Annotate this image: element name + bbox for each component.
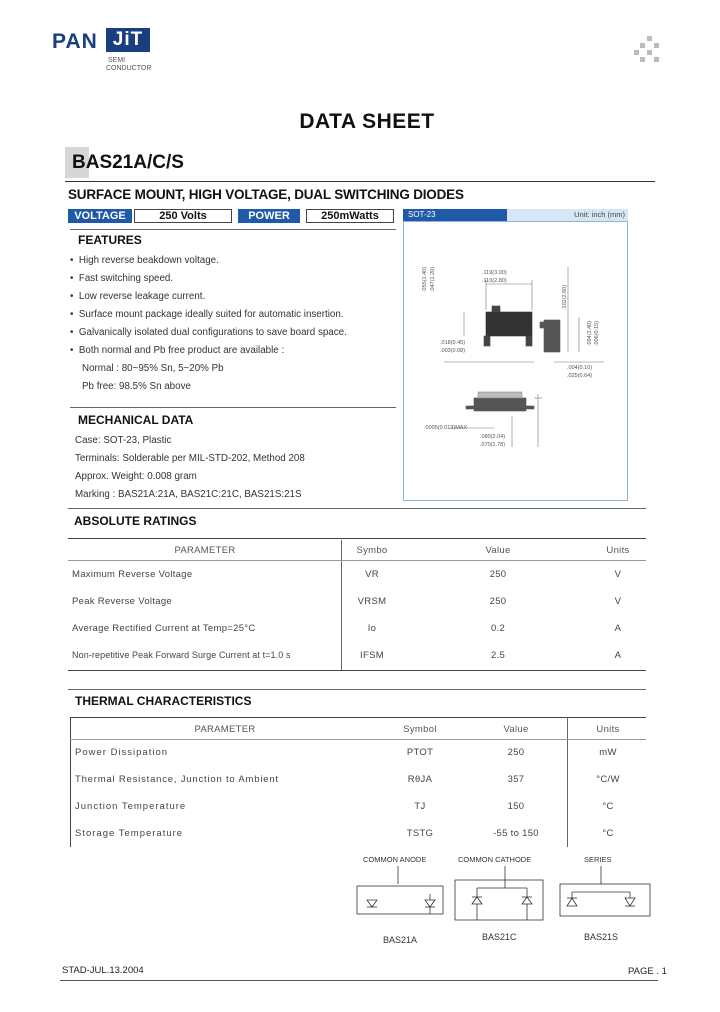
mechanical-rule bbox=[70, 407, 396, 408]
mechanical-line: Case: SOT-23, Plastic bbox=[75, 435, 172, 446]
package-name: SOT-23 bbox=[403, 209, 507, 221]
thermal-col-parameter: PARAMETER bbox=[194, 724, 256, 735]
logo bbox=[52, 29, 152, 72]
voltage-value: 250 Volts bbox=[134, 209, 232, 223]
dim-body-height-max: .055(1.40) bbox=[422, 266, 428, 292]
absolute-col-symbol: Symbo bbox=[356, 545, 388, 556]
thermal-row-value: 357 bbox=[507, 774, 525, 785]
thermal-row-symbol: RθJA bbox=[407, 774, 433, 785]
thermal-row-parameter: Junction Temperature bbox=[75, 801, 187, 812]
logo-conductor: CONDUCTOR bbox=[106, 65, 152, 72]
logo-subtitle bbox=[106, 57, 151, 73]
thermal-row-units: °C bbox=[602, 828, 614, 839]
power-value: 250mWatts bbox=[306, 209, 394, 223]
thermal-row-value: 150 bbox=[507, 801, 525, 812]
absolute-row-units: V bbox=[614, 596, 622, 607]
absolute-heading: ABSOLUTE RATINGS bbox=[74, 514, 197, 528]
dim-side-length-max: .102(2.60) bbox=[562, 284, 568, 310]
page-title: DATA SHEET bbox=[299, 110, 435, 133]
thermal-row-value: 250 bbox=[507, 747, 525, 758]
common-anode-label: COMMON ANODE bbox=[363, 855, 427, 864]
thermal-table-left bbox=[70, 717, 71, 847]
features-list bbox=[70, 252, 400, 396]
dim-top-width-min: .110(2.80) bbox=[482, 278, 507, 284]
thermal-row-symbol: TJ bbox=[414, 801, 426, 812]
feature-normal: Normal : 80~95% Sn, 5~20% Pb bbox=[82, 363, 224, 374]
absolute-row-units: A bbox=[614, 650, 622, 661]
thermal-row-units: °C bbox=[602, 801, 614, 812]
dim-lead-pitch-min: .003(0.08) bbox=[440, 348, 466, 354]
thermal-row-units: °C/W bbox=[596, 774, 620, 785]
mechanical-list bbox=[75, 432, 305, 504]
thermal-heading: THERMAL CHARACTERISTICS bbox=[75, 694, 252, 708]
thermal-row-parameter: Thermal Resistance, Junction to Ambient bbox=[75, 774, 279, 785]
thermal-row-parameter: Storage Temperature bbox=[75, 828, 184, 839]
dim-body-height-min: .047(1.20) bbox=[430, 266, 436, 292]
header-rule bbox=[65, 181, 655, 182]
package-outline-drawing bbox=[404, 222, 629, 502]
mechanical-line: Marking : BAS21A:21A, BAS21C:21C, BAS21S:21S bbox=[75, 489, 302, 500]
package-unit: Unit: inch (mm) bbox=[574, 210, 625, 219]
logo-pan: PAN bbox=[52, 30, 98, 53]
absolute-row-parameter: Non-repetitive Peak Forward Surge Current at t=1.0 s bbox=[72, 650, 291, 660]
circuit-diagrams bbox=[355, 862, 655, 932]
absolute-header-rule bbox=[68, 560, 646, 561]
thermal-rule-top bbox=[68, 689, 646, 690]
mechanical-line: Approx. Weight: 0.008 gram bbox=[75, 471, 197, 482]
common-cathode-label: COMMON CATHODE bbox=[458, 855, 532, 864]
thermal-row-units: mW bbox=[599, 747, 617, 758]
dim-side-foot-min: .025(0.64) bbox=[567, 373, 593, 379]
absolute-table-top bbox=[68, 538, 646, 539]
thermal-row-symbol: PTOT bbox=[406, 747, 434, 758]
thermal-col-units: Units bbox=[596, 724, 620, 735]
absolute-rule-top bbox=[68, 508, 646, 509]
package-drawing bbox=[403, 221, 628, 501]
dim-standoff-max: .0005(0.013)MAX bbox=[424, 425, 468, 431]
thermal-col-symbol: Symbol bbox=[403, 724, 437, 735]
footer-page: PAGE . 1 bbox=[628, 966, 667, 977]
feature-item: • Both normal and Pb free product are available : bbox=[70, 345, 285, 356]
thermal-table-top bbox=[70, 717, 646, 718]
absolute-row-units: A bbox=[614, 623, 622, 634]
feature-item: • Low reverse leakage current. bbox=[70, 291, 206, 302]
absolute-col-value: Value bbox=[485, 545, 511, 556]
dim-bottom-width-max: .080(2.04) bbox=[480, 434, 506, 440]
dim-lead-pitch-max: .018(0.45) bbox=[440, 340, 466, 346]
thermal-table-divider bbox=[567, 717, 568, 847]
absolute-row-parameter: Maximum Reverse Voltage bbox=[72, 569, 193, 580]
bas21s-label: BAS21S bbox=[584, 932, 619, 942]
absolute-row-symbol: Io bbox=[367, 623, 377, 634]
feature-item: • Surface mount package ideally suited for automatic insertion. bbox=[70, 309, 344, 320]
mechanical-heading: MECHANICAL DATA bbox=[78, 413, 194, 427]
absolute-table-bottom bbox=[68, 670, 646, 671]
package-header bbox=[403, 209, 628, 221]
dim-side-thickness: .006(0.15) bbox=[594, 320, 600, 346]
absolute-row-value: 2.5 bbox=[490, 650, 506, 661]
subtitle: SURFACE MOUNT, HIGH VOLTAGE, DUAL SWITCHING DIODES bbox=[68, 187, 464, 202]
footer-rule bbox=[60, 980, 658, 981]
thermal-col-value: Value bbox=[503, 724, 529, 735]
absolute-col-parameter: PARAMETER bbox=[174, 545, 236, 556]
absolute-row-parameter: Average Rectified Current at Temp=25°C bbox=[72, 623, 256, 634]
feature-item: • High reverse beakdown voltage. bbox=[70, 255, 219, 266]
thermal-header-rule bbox=[70, 739, 646, 740]
logo-jit: JiT bbox=[106, 28, 150, 52]
feature-item: • Galvanically isolated dual configurations to save board space. bbox=[70, 327, 347, 338]
mechanical-line: Terminals: Solderable per MIL-STD-202, Method 208 bbox=[75, 453, 305, 464]
footer-date: STAD-JUL.13.2004 bbox=[62, 965, 144, 976]
absolute-row-value: 0.2 bbox=[490, 623, 506, 634]
thermal-row-symbol: TSTG bbox=[406, 828, 434, 839]
dim-bottom-width-min: .070(1.78) bbox=[480, 442, 506, 448]
absolute-row-parameter: Peak Reverse Voltage bbox=[72, 596, 173, 607]
dim-side-length-min: .094(2.40) bbox=[587, 320, 593, 346]
power-label: POWER bbox=[238, 209, 300, 223]
feature-item: • Fast switching speed. bbox=[70, 273, 174, 284]
absolute-row-value: 250 bbox=[489, 596, 507, 607]
absolute-row-symbol: IFSM bbox=[360, 650, 384, 661]
dim-side-foot-max: .004(0.10) bbox=[567, 365, 593, 371]
voltage-label: VOLTAGE bbox=[68, 209, 132, 223]
bas21c-label: BAS21C bbox=[482, 932, 517, 942]
dim-top-width-max: .119(3.00) bbox=[482, 270, 507, 276]
corner-decoration bbox=[634, 36, 664, 66]
absolute-row-symbol: VR bbox=[365, 569, 379, 580]
absolute-row-symbol: VRSM bbox=[357, 596, 387, 607]
thermal-row-parameter: Power Dissipation bbox=[75, 747, 169, 758]
series-label: SERIES bbox=[584, 855, 612, 864]
feature-pbfree: Pb free: 98.5% Sn above bbox=[82, 381, 191, 392]
thermal-row-value: -55 to 150 bbox=[493, 828, 539, 839]
absolute-row-value: 250 bbox=[489, 569, 507, 580]
logo-semi: SEMI bbox=[108, 57, 126, 64]
features-rule bbox=[70, 229, 396, 230]
absolute-col-units: Units bbox=[606, 545, 630, 556]
absolute-row-units: V bbox=[614, 569, 622, 580]
bas21a-label: BAS21A bbox=[383, 935, 418, 945]
part-number: BAS21A/C/S bbox=[72, 152, 184, 173]
features-heading: FEATURES bbox=[78, 233, 142, 247]
